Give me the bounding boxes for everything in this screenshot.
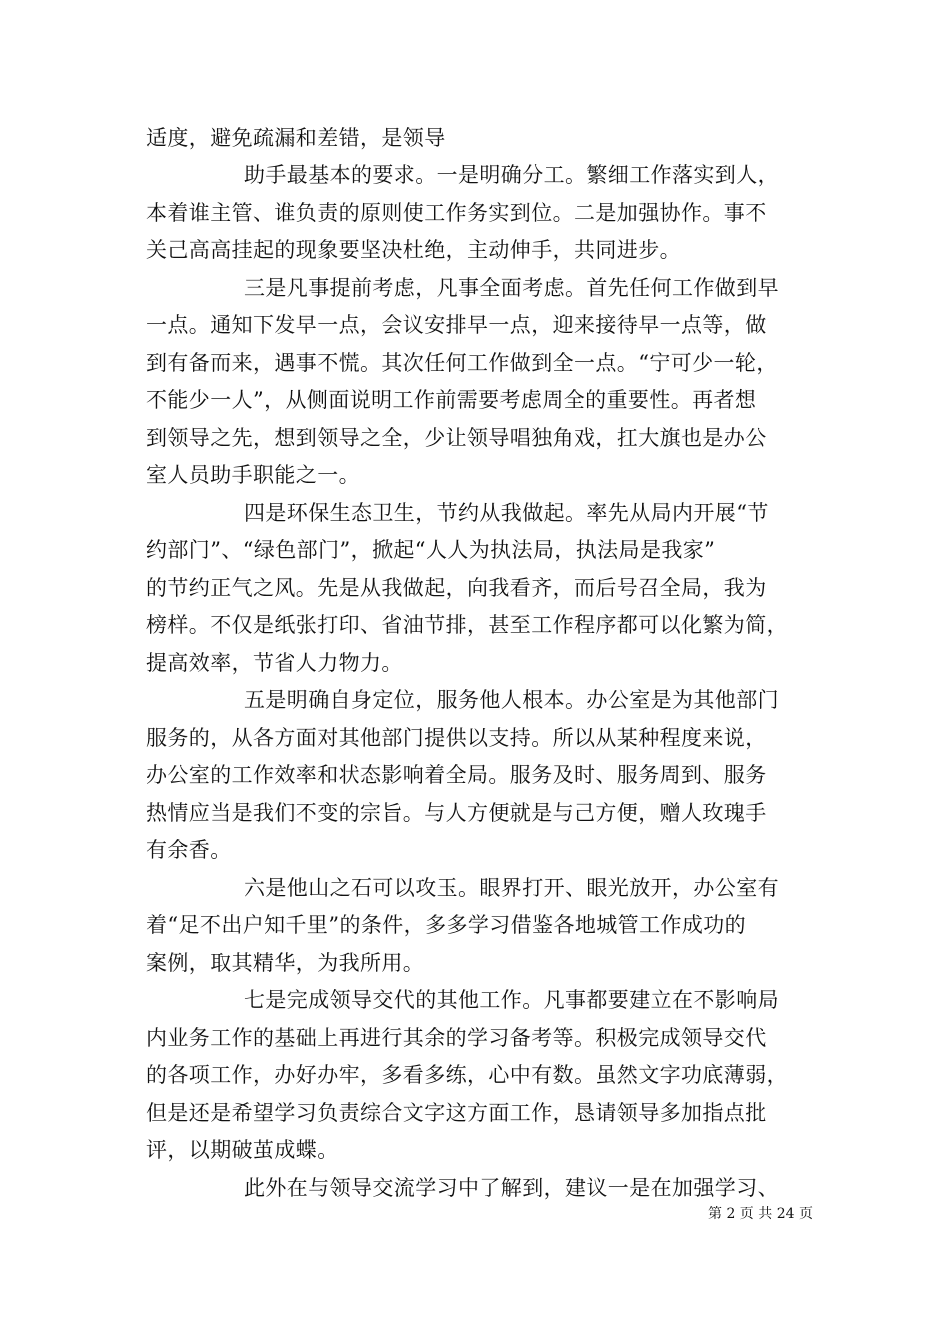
text-line: 五是明确自身定位，服务他人根本。办公室是为其他部门 (244, 688, 779, 712)
text-line: 榜样。不仅是纸张打印、省油节排，甚至工作程序都可以化繁为简， (146, 613, 788, 637)
text-line: 四是环保生态卫生，节约从我做起。率先从局内开展“节 (244, 501, 769, 525)
text-line: 评，以期破茧成蝶。 (146, 1138, 339, 1162)
text-line: 服务的，从各方面对其他部门提供以支持。所以从某种程度来说， (146, 726, 767, 750)
text-line: 六是他山之石可以攻玉。眼界打开、眼光放开，办公室有 (244, 876, 779, 900)
text-line: 办公室的工作效率和状态影响着全局。服务及时、服务周到、服务 (146, 763, 767, 787)
text-line: 内业务工作的基础上再进行其余的学习备考等。积极完成领导交代 (146, 1026, 767, 1050)
text-line: 适度，避免疏漏和差错，是领导 (146, 126, 446, 150)
text-line: 本着谁主管、谁负责的原则使工作务实到位。二是加强协作。事不 (146, 201, 767, 225)
text-line: 不能少一人”，从侧面说明工作前需要考虑周全的重要性。再者想 (146, 388, 757, 412)
text-line: 热情应当是我们不变的宗旨。与人方便就是与己方便，赠人玫瑰手 (146, 801, 767, 825)
text-line: 的各项工作，办好办牢，多看多练，心中有数。虽然文字功底薄弱， (146, 1063, 788, 1087)
text-line: 提高效率，节省人力物力。 (146, 651, 403, 675)
text-line: 关己高高挂起的现象要坚决杜绝，主动伸手，共同进步。 (146, 238, 681, 262)
text-line: 助手最基本的要求。一是明确分工。繁细工作落实到人， (244, 163, 779, 187)
text-line: 三是凡事提前考虑，凡事全面考虑。首先任何工作做到早 (244, 276, 779, 300)
text-line: 案例，取其精华，为我所用。 (146, 951, 425, 975)
page-number: 第 2 页 共 24 页 (708, 1206, 813, 1222)
text-line: 室人员助手职能之一。 (146, 463, 360, 487)
text-line: 约部门”、“绿色部门”，掀起“人人为执法局，执法局是我家” (146, 538, 716, 562)
text-line: 一点。通知下发早一点，会议安排早一点，迎来接待早一点等，做 (146, 313, 767, 337)
text-line: 七是完成领导交代的其他工作。凡事都要建立在不影响局 (244, 988, 779, 1012)
text-line: 有余香。 (146, 838, 232, 862)
text-line: 的节约正气之风。先是从我做起，向我看齐，而后号召全局，我为 (146, 576, 767, 600)
text-line: 着“足不出户知千里”的条件，多多学习借鉴各地城管工作成功的 (146, 913, 747, 937)
text-line: 到领导之先，想到领导之全，少让领导唱独角戏，扛大旗也是办公 (146, 426, 767, 450)
text-line: 此外在与领导交流学习中了解到，建议一是在加强学习、 (244, 1176, 779, 1200)
text-line: 到有备而来，遇事不慌。其次任何工作做到全一点。“宁可少一轮， (146, 351, 778, 375)
text-line: 但是还是希望学习负责综合文字这方面工作，恳请领导多加指点批 (146, 1101, 767, 1125)
